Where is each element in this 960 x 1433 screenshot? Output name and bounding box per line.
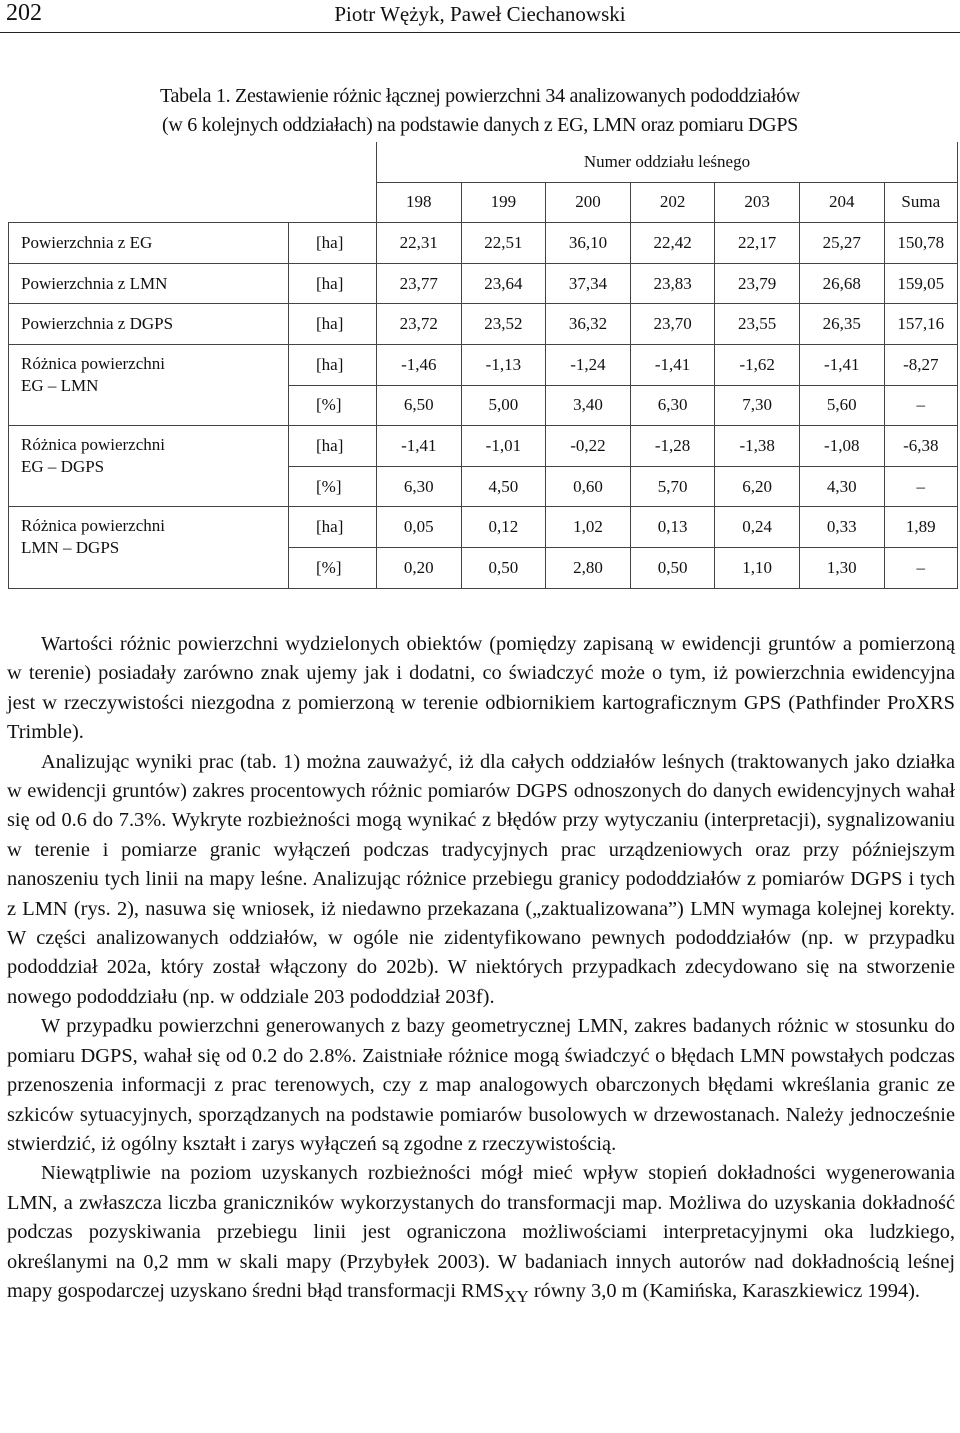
value-cell: 4,50 [461,466,546,507]
value-cell: 22,17 [715,223,800,264]
value-cell: 0,12 [461,507,546,548]
value-cell: 23,70 [630,304,715,345]
row-label-line-1: Różnica powierzchni [21,353,165,373]
table-row [9,263,958,304]
value-cell: 2,80 [546,547,631,588]
value-cell: 23,64 [461,263,546,304]
row-label: Powierzchnia z EG [9,223,289,264]
column-header: Suma [884,182,957,223]
column-header: 204 [799,182,884,223]
value-cell: -8,27 [884,344,957,385]
value-cell: 23,83 [630,263,715,304]
paragraph: Analizując wyniki prac (tab. 1) można zauważyć, iż dla całych oddziałów leśnych (traktowanych jako działka w ewidencji gruntów) zakres procentowych różnic pomiarów DGPS odnoszonych do danych ewidencyjnych wahał się od 0.6 do 7.3%. Wykryte rozbieżności mogą wynikać z błędów przy wytyczaniu (interpretacji), sygnalizowaniu w terenie i pomiarze granic wyłączeń podczas tradycyjnych prac urządzeniowych oraz przy późniejszym nanoszeniu tych linii na mapy leśne. Analizując różnice przebiegu granicy pododdziałów z pomiarów DGPS i tych z LMN (rys. 2), nasuwa się wniosek, iż niedawno przekazana („zaktualizowana”) LMN wymaga kolejnej korekty. W części analizowanych oddziałów, w ogóle nie zidentyfikowano pewnych pododdziałów (np. w przypadku pododdział 202a, który został włączony do 202b). W niektórych przypadkach zdecydowano się na stworzenie nowego pododdziału (np. w oddziale 203 pododdział 203f). [7,750,955,1008]
table-row [9,223,958,264]
value-cell: -1,28 [630,426,715,467]
table-caption-line-2: (w 6 kolejnych oddziałach) na podstawie danych z EG, LMN oraz pomiaru DGPS [162,114,798,136]
table-corner [9,182,377,223]
value-cell: 1,89 [884,507,957,548]
running-header [0,0,960,33]
row-label-line-1: Różnica powierzchni [21,516,165,536]
paragraph-text-tail: równy 3,0 m (Kamińska, Karaszkiewicz 1994). [528,1279,921,1302]
value-cell: 1,02 [546,507,631,548]
value-cell: -1,01 [461,426,546,467]
table-header-row [9,182,958,223]
row-label-line-2: EG – DGPS [21,457,105,477]
value-cell: 1,10 [715,547,800,588]
value-cell: 0,60 [546,466,631,507]
unit-cell: [ha] [289,263,377,304]
value-cell: 26,68 [799,263,884,304]
unit-cell: [%] [289,547,377,588]
value-cell: 1,30 [799,547,884,588]
unit-cell: [%] [289,385,377,426]
value-cell: 22,31 [377,223,462,264]
row-label [9,344,289,425]
value-cell: -1,41 [377,426,462,467]
value-cell: 0,24 [715,507,800,548]
data-table [8,142,958,589]
column-header: 198 [377,182,462,223]
row-label-line-2: LMN – DGPS [21,538,120,558]
value-cell: 23,55 [715,304,800,345]
value-cell: -1,41 [799,344,884,385]
value-cell: 5,00 [461,385,546,426]
value-cell: 23,79 [715,263,800,304]
table-header-row [9,142,958,182]
value-cell: 3,40 [546,385,631,426]
value-cell: 150,78 [884,223,957,264]
paragraph [7,1159,955,1311]
value-cell: 159,05 [884,263,957,304]
table-row [9,426,958,467]
value-cell: -1,62 [715,344,800,385]
value-cell: – [884,385,957,426]
value-cell: 5,60 [799,385,884,426]
data-table-container [8,142,958,589]
paragraph-text: Niewątpliwie na poziom uzyskanych rozbieżności mógł mieć wpływ stopień dokładności wygenerowania LMN, a zwłaszcza liczba graniczników wykorzystanych do transformacji map. Możliwa do uzyskania dokładność podczas pozyskiwania przebiegu linii jest ograniczona możliwościami interpretacyjnymi oka ludzkiego, określanymi na 0,2 mm w skali mapy (Przybyłek 2003). W badaniach innych autorów nad dokładnością leśnej mapy gospodarczej uzyskano średni błąd transformacji RMS [7,1162,955,1302]
value-cell: 23,77 [377,263,462,304]
value-cell: 0,05 [377,507,462,548]
row-label: Powierzchnia z DGPS [9,304,289,345]
value-cell: 6,30 [377,466,462,507]
column-header: 202 [630,182,715,223]
value-cell: 36,10 [546,223,631,264]
value-cell: – [884,547,957,588]
value-cell: -1,41 [630,344,715,385]
value-cell: -1,24 [546,344,631,385]
value-cell: 7,30 [715,385,800,426]
table-row [9,304,958,345]
unit-cell: [ha] [289,304,377,345]
value-cell: 22,51 [461,223,546,264]
value-cell: 22,42 [630,223,715,264]
unit-cell: [ha] [289,223,377,264]
value-cell: -0,22 [546,426,631,467]
value-cell: 37,34 [546,263,631,304]
unit-cell: [%] [289,466,377,507]
row-label-line-2: EG – LMN [21,375,99,395]
value-cell: 23,72 [377,304,462,345]
value-cell: 25,27 [799,223,884,264]
value-cell: 26,35 [799,304,884,345]
column-header: 199 [461,182,546,223]
value-cell: -1,46 [377,344,462,385]
value-cell: 0,20 [377,547,462,588]
unit-cell: [ha] [289,426,377,467]
row-label [9,426,289,507]
column-header: 203 [715,182,800,223]
value-cell: 0,33 [799,507,884,548]
value-cell: -1,38 [715,426,800,467]
value-cell: 0,50 [461,547,546,588]
table-corner [9,142,377,182]
value-cell: 6,50 [377,385,462,426]
table-row [9,344,958,385]
table-row [9,507,958,548]
column-header: 200 [546,182,631,223]
table-caption-line-1: Tabela 1. Zestawienie różnic łącznej powierzchni 34 analizowanych pododdziałów [160,85,800,107]
value-cell: – [884,466,957,507]
value-cell: 6,30 [630,385,715,426]
row-label [9,507,289,588]
paragraph: W przypadku powierzchni generowanych z bazy geometrycznej LMN, zakres badanych różnic w stosunku do pomiaru DGPS, wahał się od 0.2 do 2.8%. Zaistniałe różnice mogą świadczyć o błędach LMN powstałych podczas przenoszenia informacji z prac terenowych, czy z map analogowych obarczonych błędami wkreślania granic ze szkiców sytuacyjnych, sporządzanych na podstawie pomiarów busolowych w drzewostanach. Należy jednocześnie stwierdzić, iż ogólny kształt i zarys wyłączeń są zgodne z rzeczywistością. [7,1015,955,1155]
value-cell: 0,50 [630,547,715,588]
page-number: 202 [6,0,42,26]
row-label-line-1: Różnica powierzchni [21,435,165,455]
value-cell: 23,52 [461,304,546,345]
value-cell: 4,30 [799,466,884,507]
unit-cell: [ha] [289,507,377,548]
paragraph: Wartości różnic powierzchni wydzielonych obiektów (pomiędzy zapisaną w ewidencji gruntów a pomierzoną w terenie) posiadały zarówno znak ujemy jak i dodatni, co świadczyć może o tym, iż powierzchnia ewidencyjna jest w rzeczywistości niezgodna z pomierzoną w terenie odbiornikiem kartograficznym GPS (Pathfinder ProXRS Trimble). [7,633,955,744]
row-label: Powierzchnia z LMN [9,263,289,304]
value-cell: 36,32 [546,304,631,345]
value-cell: 157,16 [884,304,957,345]
rms-subscript: XY [504,1287,529,1307]
value-cell: 0,13 [630,507,715,548]
value-cell: -1,13 [461,344,546,385]
value-cell: -6,38 [884,426,957,467]
column-group-header: Numer oddziału leśnego [377,142,958,182]
unit-cell: [ha] [289,344,377,385]
value-cell: 5,70 [630,466,715,507]
running-head-authors: Piotr Wężyk, Paweł Ciechanowski [334,2,626,26]
value-cell: -1,08 [799,426,884,467]
table-caption [0,82,960,140]
body-text [7,630,955,1311]
value-cell: 6,20 [715,466,800,507]
